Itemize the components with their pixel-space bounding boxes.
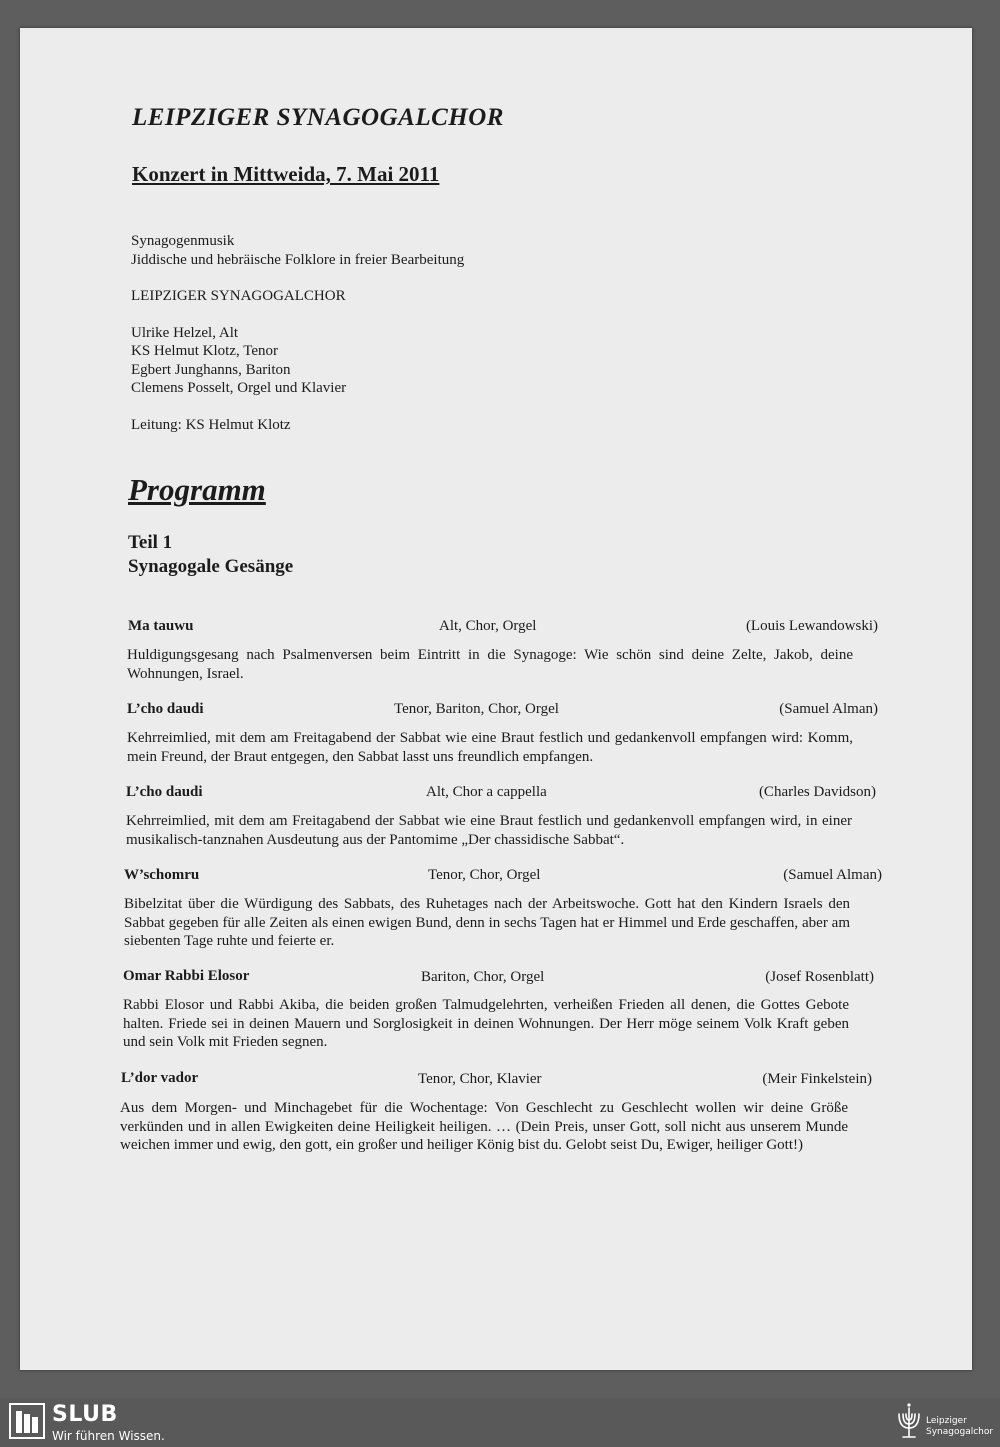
piece-composer: (Meir Finkelstein) — [762, 1071, 872, 1087]
piece-description: Bibelzitat über die Würdigung des Sabbats, des Ruhetages nach der Arbeitswoche. Gott hat den Kindern Israels den Sabbat gegeben für alle Zeiten als einen ewigen Bund, denn in sechs Tagen hat er Himmel und Erde geschaffen, aber am siebenten Tage ruhte und feierte er. — [124, 896, 850, 949]
piece-composer: (Samuel Alman) — [783, 867, 882, 883]
menorah-icon — [896, 1402, 922, 1442]
piece-description: Kehrreimlied, mit dem am Freitagabend der Sabbat wie eine Braut festlich und gedankenvoll empfangen wird, in einer musikalisch-tanznahen Ausdeutung aus der Pantomime „Der chassidische Sabbat“. — [126, 813, 852, 848]
performer: KS Helmut Klotz, Tenor — [131, 343, 278, 359]
part-number: Teil 1 — [128, 532, 173, 553]
piece-composer: (Charles Davidson) — [758, 784, 876, 800]
part-heading — [128, 531, 293, 579]
program-heading: Programm — [128, 472, 266, 507]
piece-description: Kehrreimlied, mit dem am Freitagabend der Sabbat wie eine Braut festlich und gedankenvoll empfangen wird: Komm, mein Freund, der Braut entgegen, den Sabbat lasst uns freundlich empfangen. — [127, 730, 853, 765]
piece-voices: Alt, Chor a cappella — [426, 784, 547, 800]
partner-name-line: Synagogalchor — [926, 1427, 994, 1437]
library-tagline: Wir führen Wissen. — [52, 1429, 165, 1443]
piece-composer: (Josef Rosenblatt) — [765, 969, 874, 985]
piece-voices: Alt, Chor, Orgel — [439, 618, 537, 634]
piece-voices: Bariton, Chor, Orgel — [421, 969, 545, 985]
piece-title: Ma tauwu — [128, 618, 194, 634]
piece-composer: (Louis Lewandowski) — [745, 618, 878, 634]
piece-title: L’cho daudi — [126, 784, 203, 800]
footer-bar — [0, 1398, 1000, 1447]
choir-title: LEIPZIGER SYNAGOGALCHOR — [132, 104, 504, 131]
slub-logo-icon — [8, 1402, 46, 1440]
piece-description: Huldigungsgesang nach Psalmenversen beim Eintritt in die Synagoge: Wie schön sind deine Zelte, Jakob, deine Wohnungen, Israel. — [127, 647, 853, 682]
performer: Egbert Junghanns, Bariton — [131, 361, 291, 378]
library-name: SLUB — [52, 1402, 118, 1427]
piece-voices: Tenor, Chor, Klavier — [418, 1071, 542, 1087]
concert-info — [131, 232, 464, 434]
part-title: Synagogale Gesänge — [128, 556, 294, 577]
genre-line: Jiddische und hebräische Folklore in freier Bearbeitung — [131, 251, 465, 268]
genre-line: Synagogenmusik — [131, 233, 235, 249]
conductor: Leitung: KS Helmut Klotz — [131, 416, 291, 433]
piece-title: L’cho daudi — [127, 701, 204, 717]
performer: Clemens Posselt, Orgel und Klavier — [131, 380, 347, 396]
partner-name-line: Leipziger — [926, 1416, 967, 1426]
piece-voices: Tenor, Bariton, Chor, Orgel — [394, 701, 559, 717]
piece-composer: (Samuel Alman) — [779, 701, 878, 717]
choir-name: LEIPZIGER SYNAGOGALCHOR — [131, 288, 346, 304]
concert-title: Konzert in Mittweida, 7. Mai 2011 — [132, 162, 440, 186]
piece-description: Aus dem Morgen- und Minchagebet für die Wochentage: Von Geschlecht zu Geschlecht wollen wir deine Größe verkünden und in allen Ewigkeiten deine Heiligkeit heiligen. … (Dein Preis, unser Gott, soll nicht aus unserem Munde weichen immer und ewig, den gott, ein großer und heiliger König bist du. Gelobt seist Du, Ewiger, heiliger Gott!) — [120, 1100, 848, 1153]
piece-voices: Tenor, Chor, Orgel — [428, 867, 541, 883]
piece-title: Omar Rabbi Elosor — [123, 968, 250, 984]
partner-name — [926, 1416, 993, 1438]
document-page — [20, 28, 972, 1370]
piece-title: W’schomru — [124, 867, 200, 883]
piece-description: Rabbi Elosor und Rabbi Akiba, die beiden großen Talmudgelehrten, verheißen Frieden all denen, die Gottes Gebote halten. Friede sei in deinen Mauern und Sorglosigkeit in deinen Wohnungen. Der Herr möge seinem Volk Kraft geben und sein Volk mit Frieden segnen. — [123, 997, 849, 1050]
piece-title: L’dor vador — [121, 1070, 199, 1086]
performer: Ulrike Helzel, Alt — [131, 324, 239, 341]
